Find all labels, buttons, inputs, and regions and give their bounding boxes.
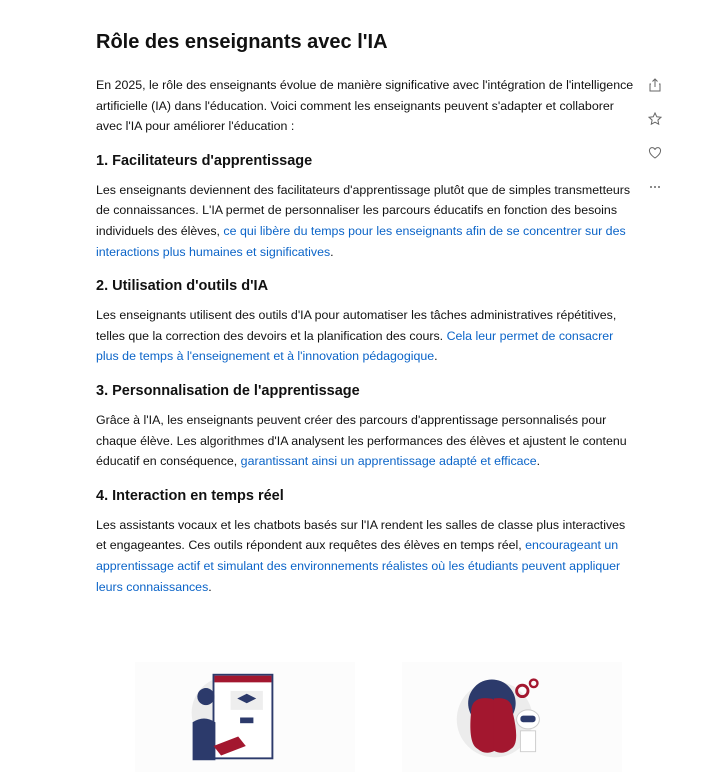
brain-robot-illustration-icon bbox=[452, 670, 547, 765]
more-icon bbox=[648, 180, 662, 194]
paragraph-end: . bbox=[434, 349, 438, 364]
share-icon bbox=[648, 78, 662, 92]
favorite-button[interactable] bbox=[644, 108, 666, 130]
citation-link[interactable]: encourageant un apprentissage actif et simulant des environnements réalistes où les étudiants peuvent appliquer leurs connaissances bbox=[96, 538, 621, 594]
section-heading: 4. Interaction en temps réel bbox=[96, 487, 284, 504]
action-bar bbox=[644, 74, 666, 210]
ai-brain-illustration[interactable] bbox=[402, 662, 622, 772]
article bbox=[96, 28, 636, 597]
like-button[interactable] bbox=[644, 142, 666, 164]
section-heading: 2. Utilisation d'outils d'IA bbox=[96, 278, 269, 295]
star-icon bbox=[648, 112, 662, 126]
section-heading: 3. Personnalisation de l'apprentissage bbox=[96, 382, 360, 399]
heart-icon bbox=[648, 146, 662, 160]
teacher-illustration-icon bbox=[185, 670, 280, 765]
section-paragraph bbox=[96, 515, 636, 597]
section-2 bbox=[96, 276, 636, 367]
citation-link[interactable]: garantissant ainsi un apprentissage adapté et efficace bbox=[240, 454, 537, 469]
share-button[interactable] bbox=[644, 74, 666, 96]
section-1 bbox=[96, 151, 636, 262]
paragraph-text: Les enseignants utilisent des outils d'IA pour automatiser les tâches administratives répétitives, telles que la correction des devoirs et la planification des cours. bbox=[96, 308, 617, 343]
paragraph-end: . bbox=[330, 244, 334, 259]
section-4 bbox=[96, 486, 636, 597]
paragraph-text: Grâce à l'IA, les enseignants peuvent créer des parcours d'apprentissage personnalisés pour chaque élève. Les algorithmes d'IA analysent les performances des élèves et ajustent le contenu éducatif en conséquence, bbox=[96, 412, 627, 469]
more-button[interactable] bbox=[644, 176, 666, 198]
paragraph-text: Les enseignants deviennent des facilitateurs d'apprentissage plutôt que de simples transmetteurs de connaissances. L'IA permet de personnaliser les parcours éducatifs en fonction des besoins individuels des élèves, bbox=[96, 182, 631, 238]
citation-link[interactable]: Cela leur permet de consacrer plus de temps à l'enseignement et à l'innovation pédagogique bbox=[96, 328, 614, 364]
section-paragraph bbox=[96, 305, 636, 367]
section-heading: 1. Facilitateurs d'apprentissage bbox=[96, 152, 313, 169]
paragraph-end: . bbox=[208, 579, 212, 594]
page-title: Rôle des enseignants avec l'IA bbox=[96, 31, 388, 53]
section-paragraph bbox=[96, 410, 636, 472]
intro-paragraph: En 2025, le rôle des enseignants évolue de manière significative avec l'intégration de l'intelligence artificielle (IA) dans l'éducation. Voici comment les enseignants peuvent s'adapter et collaborer avec l'IA pour améliorer l'éducation : bbox=[96, 78, 634, 134]
teacher-tablet-illustration[interactable] bbox=[135, 662, 355, 772]
section-3 bbox=[96, 381, 636, 472]
section-paragraph bbox=[96, 180, 636, 262]
paragraph-text: Les assistants vocaux et les chatbots basés sur l'IA rendent les salles de classe plus interactives et engageantes. Ces outils répondent aux requêtes des élèves en temps réel, bbox=[96, 517, 626, 553]
citation-link[interactable]: ce qui libère du temps pour les enseignants afin de se concentrer sur des interactions plus humaines et significatives bbox=[96, 223, 626, 259]
paragraph-end: . bbox=[536, 454, 541, 469]
